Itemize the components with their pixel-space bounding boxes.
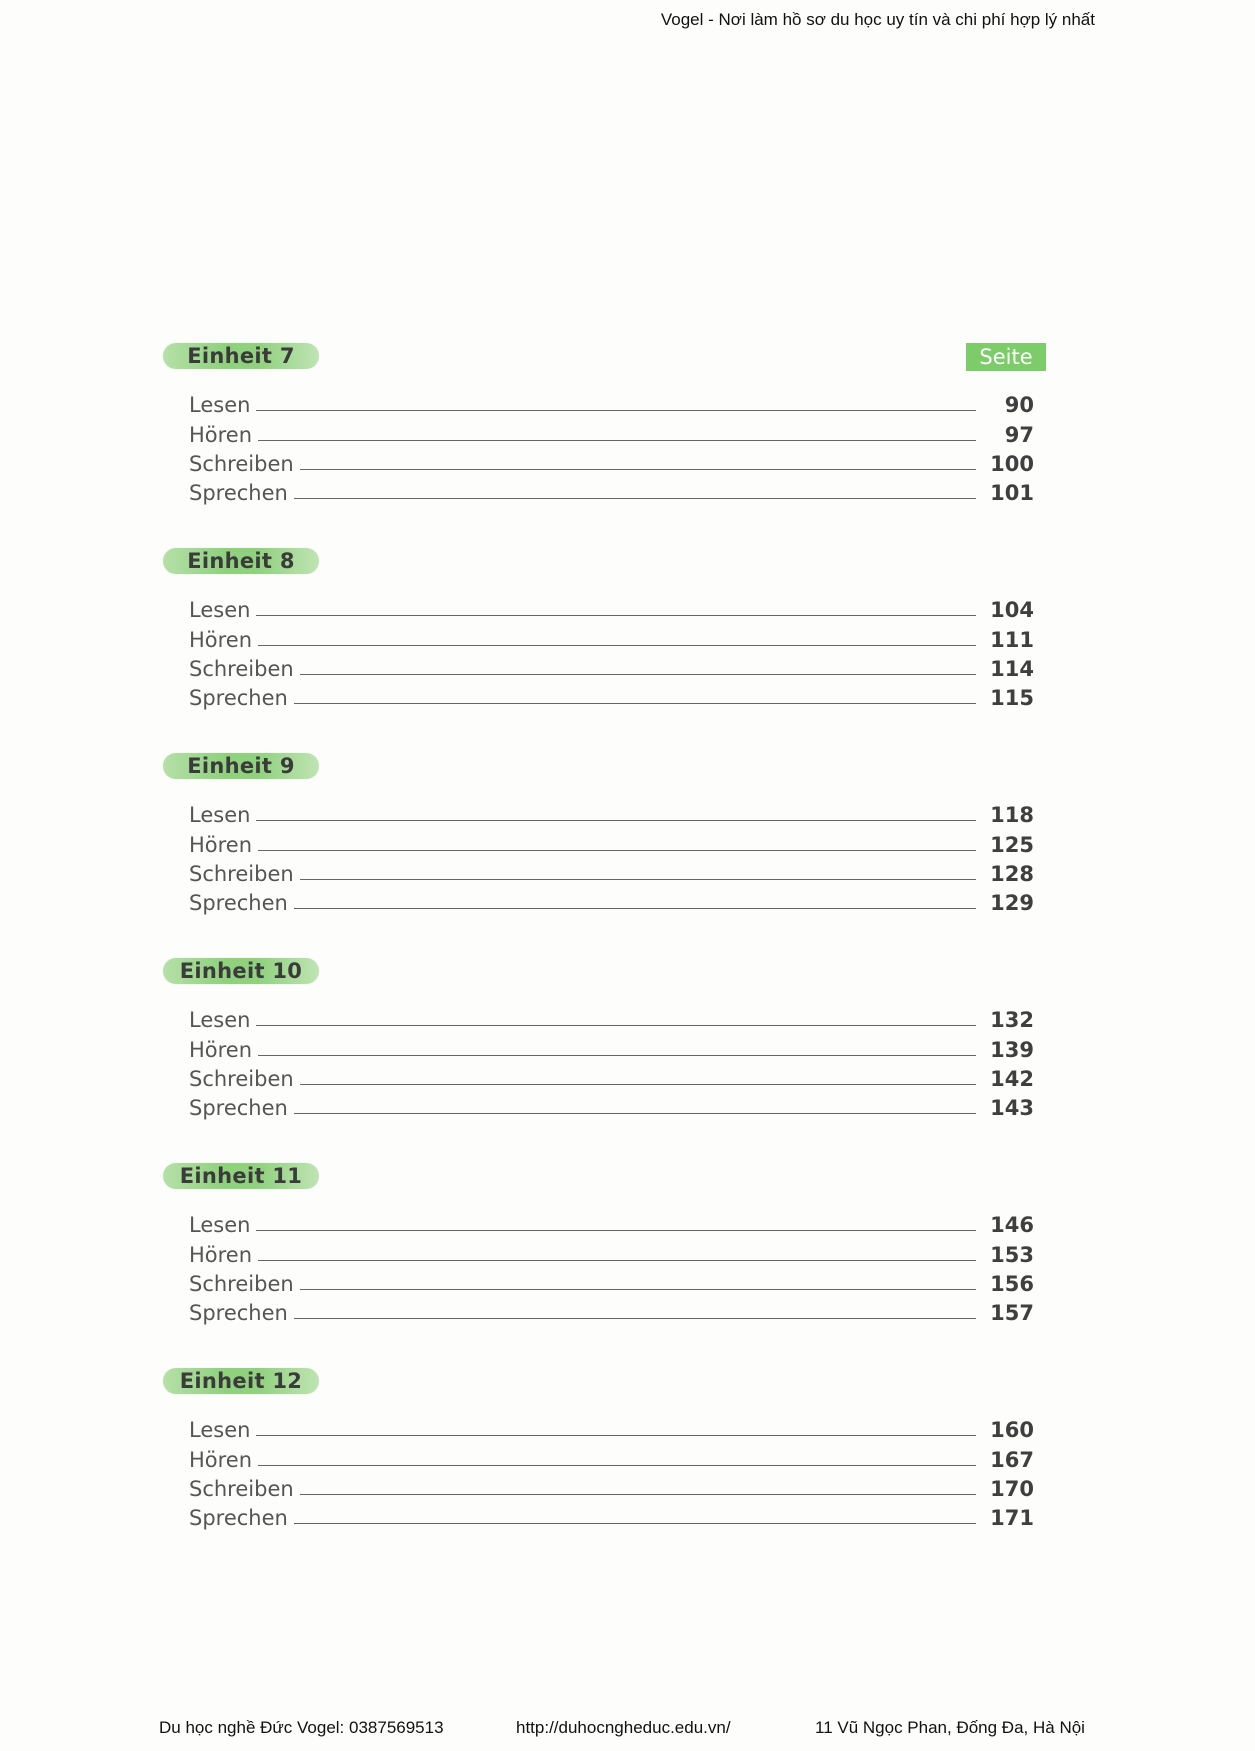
entry-label: Sprechen (189, 686, 288, 711)
leader-line (256, 1025, 976, 1026)
entry-page-number: 160 (990, 1418, 1034, 1443)
entry-label: Sprechen (189, 1096, 288, 1121)
toc-entry[interactable] (189, 826, 1034, 855)
leader-line (294, 1523, 976, 1524)
entry-page-number: 90 (1004, 393, 1034, 418)
unit-entries (189, 1207, 1034, 1324)
unit-title-badge: Einheit 11 (163, 1163, 319, 1189)
leader-line (258, 1465, 976, 1466)
entry-label: Sprechen (189, 481, 288, 506)
toc-entry[interactable] (189, 1471, 1034, 1500)
toc-entry[interactable] (189, 416, 1034, 445)
leader-line (300, 1289, 976, 1290)
entry-page-number: 115 (990, 686, 1034, 711)
entry-page-number: 101 (990, 481, 1034, 506)
leader-line (256, 820, 976, 821)
unit-entries (189, 592, 1034, 709)
entry-page-number: 125 (990, 832, 1034, 857)
entry-label: Schreiben (189, 1476, 294, 1501)
entry-label: Lesen (189, 803, 251, 828)
toc-entry[interactable] (189, 797, 1034, 826)
entry-page-number: 128 (990, 861, 1034, 886)
toc-entry[interactable] (189, 651, 1034, 680)
entry-page-number: 157 (990, 1301, 1034, 1326)
leader-line (258, 440, 976, 441)
entry-label: Schreiben (189, 1066, 294, 1091)
footer-contact: Du học nghề Đức Vogel: 0387569513 (159, 1718, 444, 1737)
entry-label: Lesen (189, 1008, 251, 1033)
leader-line (258, 645, 976, 646)
toc-entry[interactable] (189, 680, 1034, 709)
entry-page-number: 100 (990, 451, 1034, 476)
toc-unit (163, 343, 1048, 548)
entry-label: Hören (189, 832, 253, 857)
entry-label: Lesen (189, 598, 251, 623)
unit-title-badge: Einheit 12 (163, 1368, 319, 1394)
leader-line (300, 879, 976, 880)
unit-title-badge: Einheit 9 (163, 753, 319, 779)
unit-entries (189, 1412, 1034, 1529)
leader-line (300, 1494, 976, 1495)
entry-label: Hören (189, 1242, 253, 1267)
entry-label: Schreiben (189, 656, 294, 681)
toc-unit (163, 958, 1048, 1163)
unit-title-badge: Einheit 10 (163, 958, 319, 984)
entry-label: Hören (189, 627, 253, 652)
leader-line (258, 1055, 976, 1056)
leader-line (256, 1435, 976, 1436)
entry-label: Sprechen (189, 1506, 288, 1531)
entry-page-number: 153 (990, 1242, 1034, 1267)
entry-page-number: 111 (990, 627, 1034, 652)
leader-line (256, 410, 976, 411)
toc-entry[interactable] (189, 1266, 1034, 1295)
header-note: Vogel - Nơi làm hồ sơ du học uy tín và chi phí hợp lý nhất (660, 10, 1095, 29)
leader-line (294, 1318, 976, 1319)
leader-line (294, 1113, 976, 1114)
unit-title-badge: Einheit 7 (163, 343, 319, 369)
entry-label: Lesen (189, 1418, 251, 1443)
leader-line (258, 1260, 976, 1261)
entry-page-number: 104 (990, 598, 1034, 623)
toc-entry[interactable] (189, 1061, 1034, 1090)
entry-page-number: 156 (990, 1271, 1034, 1296)
entry-page-number: 129 (990, 891, 1034, 916)
unit-title-badge: Einheit 8 (163, 548, 319, 574)
entry-label: Hören (189, 422, 253, 447)
unit-entries (189, 387, 1034, 504)
entry-label: Lesen (189, 1213, 251, 1238)
leader-line (256, 1230, 976, 1231)
unit-entries (189, 797, 1034, 914)
entry-page-number: 118 (990, 803, 1034, 828)
leader-line (258, 850, 976, 851)
toc-entry[interactable] (189, 1207, 1034, 1236)
toc-entry[interactable] (189, 1002, 1034, 1031)
entry-label: Schreiben (189, 861, 294, 886)
entry-label: Hören (189, 1447, 253, 1472)
entry-page-number: 167 (990, 1447, 1034, 1472)
toc-unit (163, 1368, 1048, 1573)
footer-address: 11 Vũ Ngọc Phan, Đống Đa, Hà Nội (815, 1718, 1085, 1737)
entry-page-number: 132 (990, 1008, 1034, 1033)
leader-line (294, 703, 976, 704)
entry-label: Schreiben (189, 1271, 294, 1296)
footer-url-link[interactable]: http://duhocngheduc.edu.vn/ (516, 1718, 731, 1737)
entry-page-number: 143 (990, 1096, 1034, 1121)
leader-line (300, 469, 976, 470)
entry-page-number: 171 (990, 1506, 1034, 1531)
toc-entry[interactable] (189, 592, 1034, 621)
toc-entry[interactable] (189, 1031, 1034, 1060)
toc-entry[interactable] (189, 621, 1034, 650)
toc-unit (163, 1163, 1048, 1368)
table-of-contents (163, 343, 1048, 1573)
entry-label: Lesen (189, 393, 251, 418)
toc-unit (163, 548, 1048, 753)
toc-entry[interactable] (189, 1090, 1034, 1119)
toc-entry[interactable] (189, 885, 1034, 914)
entry-label: Hören (189, 1037, 253, 1062)
leader-line (256, 615, 976, 616)
toc-entry[interactable] (189, 856, 1034, 885)
toc-entry[interactable] (189, 1412, 1034, 1441)
toc-entry[interactable] (189, 1295, 1034, 1324)
toc-entry[interactable] (189, 1500, 1034, 1529)
toc-entry[interactable] (189, 446, 1034, 475)
leader-line (294, 498, 976, 499)
toc-entry[interactable] (189, 387, 1034, 416)
toc-entry[interactable] (189, 1236, 1034, 1265)
entry-label: Sprechen (189, 891, 288, 916)
entry-label: Schreiben (189, 451, 294, 476)
entry-page-number: 170 (990, 1476, 1034, 1501)
entry-page-number: 139 (990, 1037, 1034, 1062)
entry-page-number: 142 (990, 1066, 1034, 1091)
entry-page-number: 114 (990, 656, 1034, 681)
toc-entry[interactable] (189, 1441, 1034, 1470)
toc-entry[interactable] (189, 475, 1034, 504)
leader-line (300, 1084, 976, 1085)
entry-label: Sprechen (189, 1301, 288, 1326)
entry-page-number: 97 (1004, 422, 1034, 447)
leader-line (300, 674, 976, 675)
seite-column-label: Seite (966, 343, 1046, 371)
unit-entries (189, 1002, 1034, 1119)
leader-line (294, 908, 976, 909)
toc-unit (163, 753, 1048, 958)
entry-page-number: 146 (990, 1213, 1034, 1238)
